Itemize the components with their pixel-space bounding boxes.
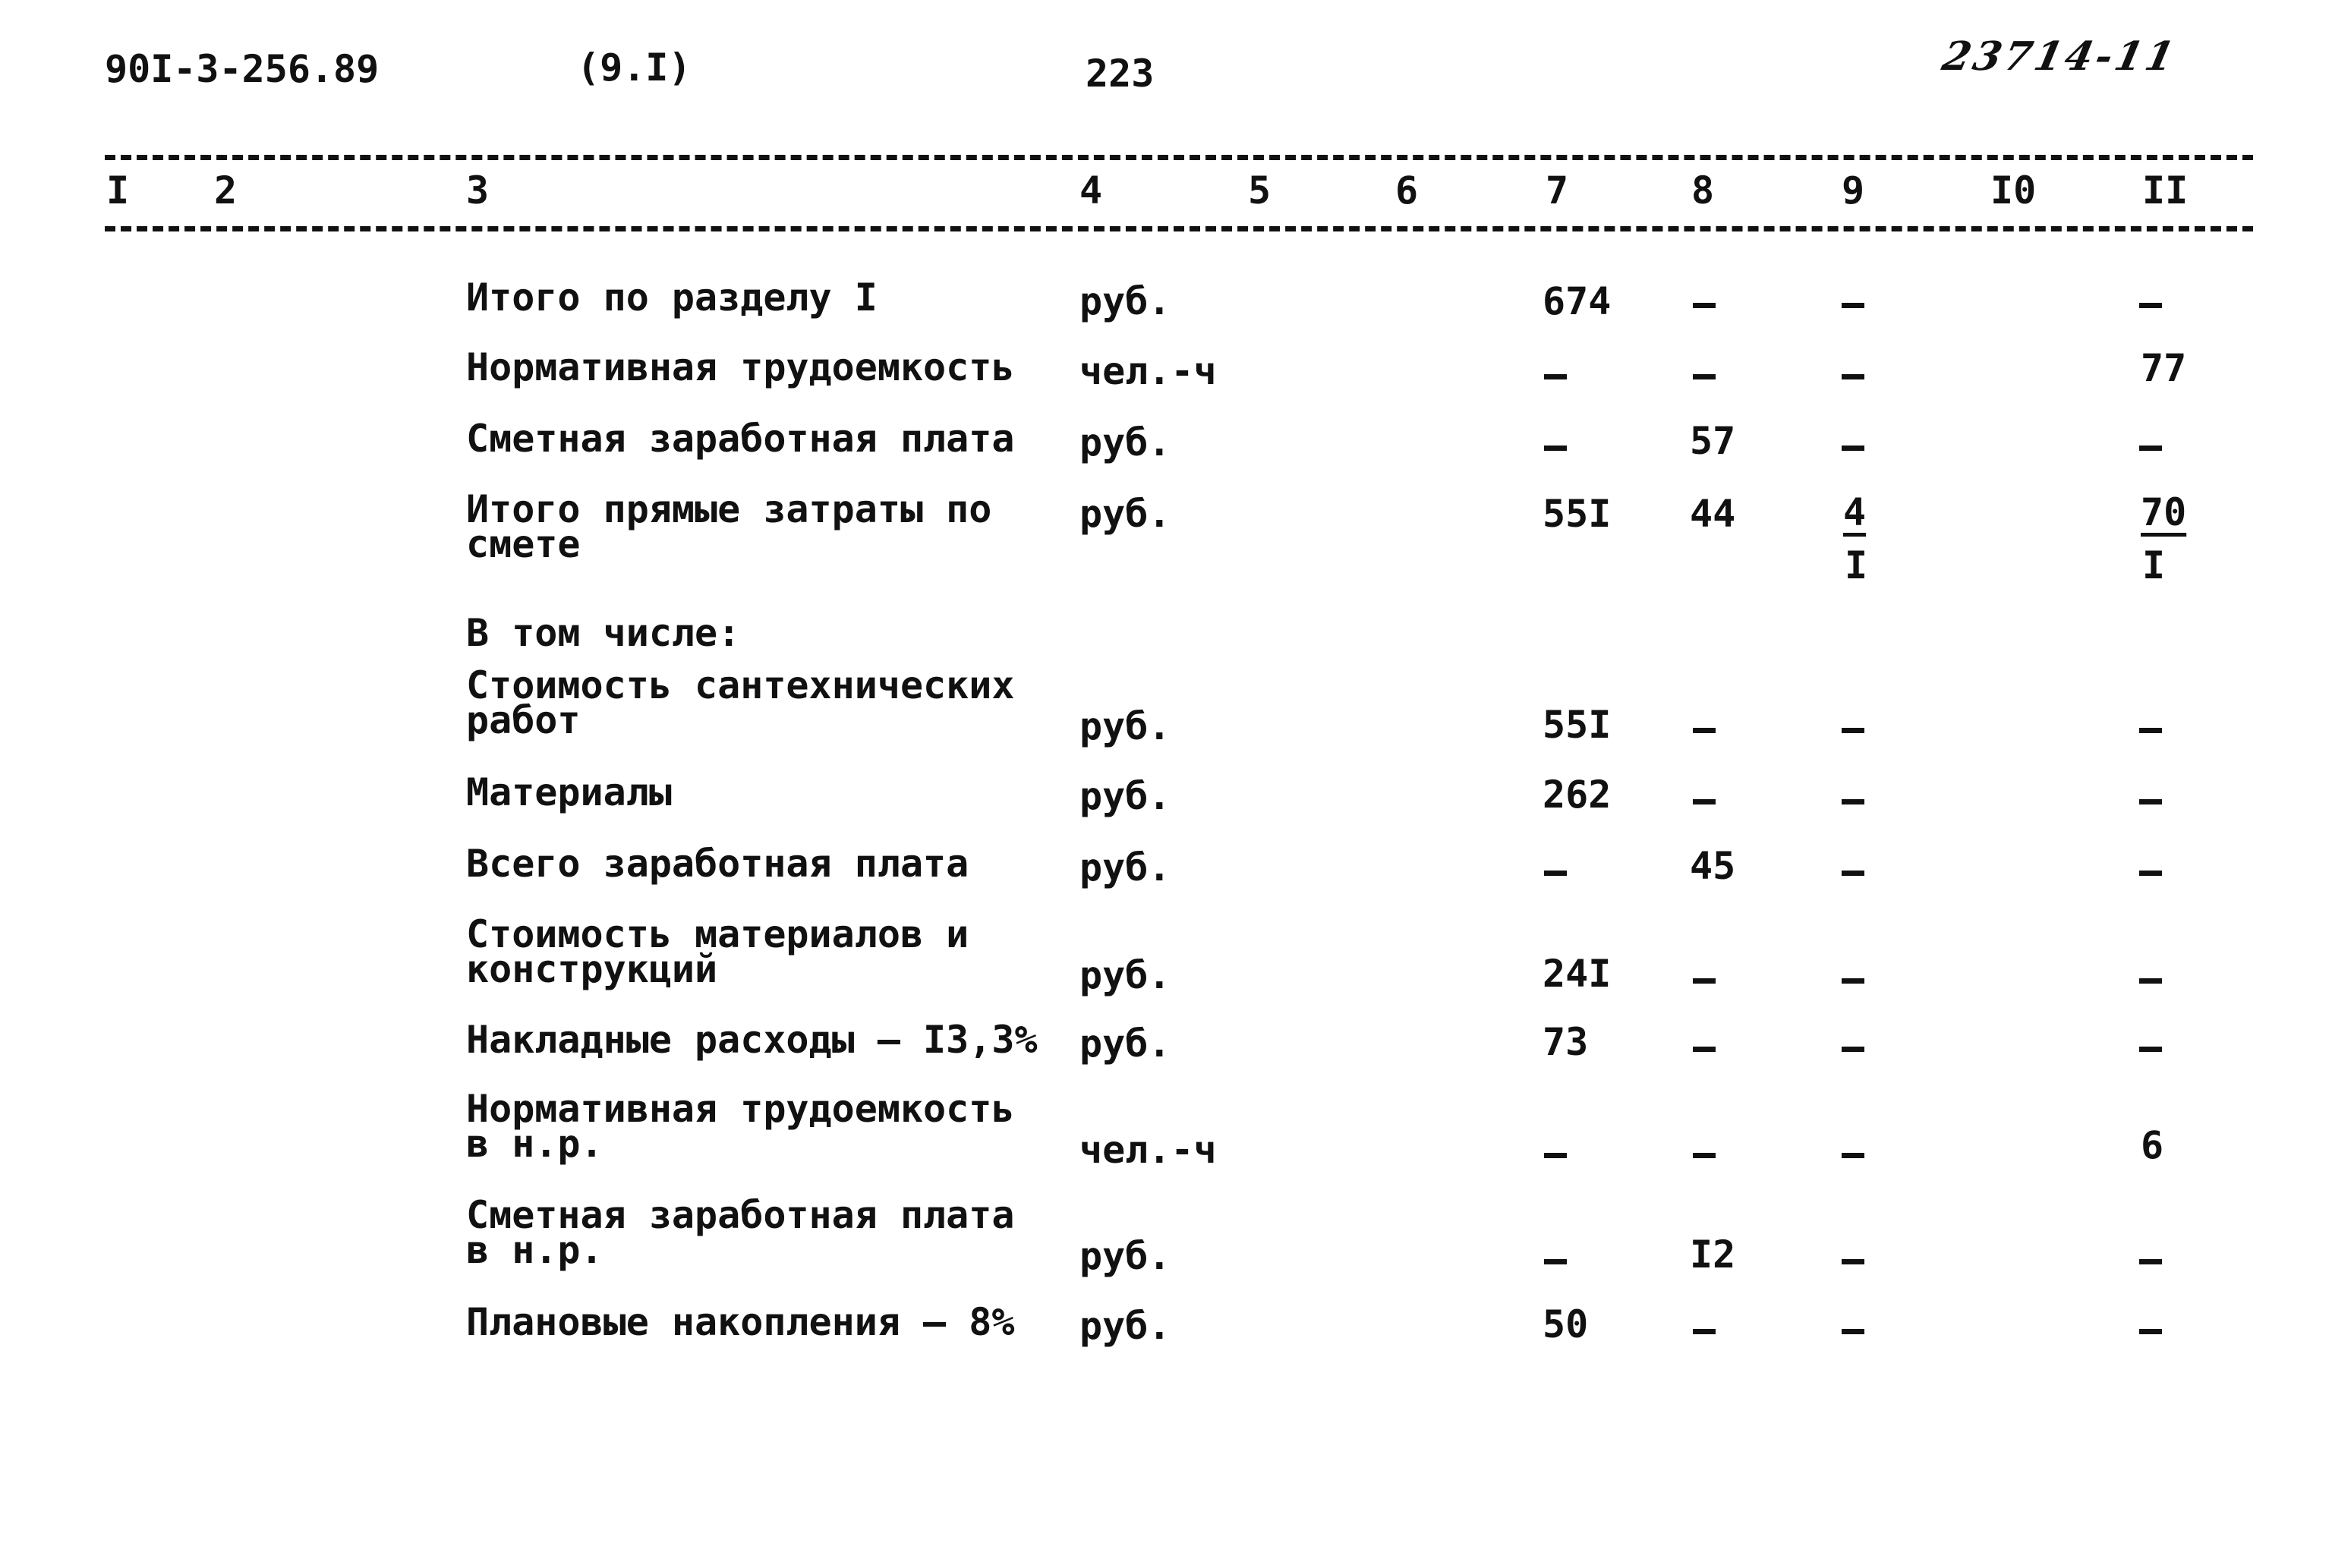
column-header-1: I [106,168,130,213]
dash-mark [1693,799,1716,804]
dash-mark [1693,728,1716,733]
row-label-total-wages: Всего заработная плата [466,842,969,886]
fraction-numerator-col9: 4 [1843,490,1867,534]
document-code: 90I-3-256.89 [105,47,380,91]
dash-mark [1544,374,1567,379]
row-value-col8: 45 [1690,844,1736,888]
column-header-9: 9 [1842,168,1865,213]
row-label-section-total: Итого по разделу I [466,276,878,320]
page-number: 223 [1086,52,1155,96]
dash-mark [1842,728,1864,733]
dash-mark [2139,1047,2162,1052]
row-label-planned-savings: Плановые накопления – 8% [466,1300,1015,1344]
row-unit: руб. [1079,953,1171,997]
row-unit: руб. [1079,774,1171,818]
header-bottom-rule [105,226,2253,231]
row-label-materials: Материалы [466,770,672,814]
row-value-col7: 55I [1543,703,1612,747]
fraction-numerator-col11: 70 [2141,490,2187,534]
dash-mark [1544,1259,1567,1264]
column-header-5: 5 [1248,168,1272,213]
dash-mark [1842,1329,1864,1334]
dash-mark [2139,871,2162,876]
dash-mark [1842,1153,1864,1158]
column-header-8: 8 [1691,168,1715,213]
row-label-materials-structures-cost: Стоимость материалов и конструкций [466,912,969,991]
dash-mark [1842,978,1864,984]
dash-mark [2139,1259,2162,1264]
row-value-col7: 262 [1543,773,1612,817]
row-unit: чел.-ч [1079,349,1217,393]
column-header-6: 6 [1395,168,1419,213]
row-label-overhead: Накладные расходы – I3,3% [466,1018,1038,1062]
row-unit: руб. [1079,420,1171,464]
row-value-col8: 44 [1690,492,1736,536]
row-unit: руб. [1079,279,1171,323]
column-header-4: 4 [1079,168,1103,213]
row-unit: руб. [1079,1022,1171,1066]
column-header-2: 2 [214,168,238,213]
row-unit: руб. [1079,845,1171,889]
row-label-estimated-wages: Сметная заработная плата [466,417,1015,461]
row-label-overhead-estimated-wages: Сметная заработная плата в н.р. [466,1193,1015,1272]
row-label-overhead-labor-intensity: Нормативная трудоемкость в н.р. [466,1087,1015,1166]
row-value-col7: 73 [1543,1020,1589,1064]
row-unit: руб. [1079,1304,1171,1348]
dash-mark [1693,1153,1716,1158]
row-unit: руб. [1079,492,1171,536]
sheet-reference: (9.I) [577,46,692,90]
row-value-col7: 24I [1543,952,1612,996]
row-value-col7: 674 [1543,279,1612,323]
row-value-col7: 50 [1543,1302,1589,1346]
dash-mark [1693,1329,1716,1334]
fraction-denominator-col11: I [2142,543,2166,587]
dash-mark [1544,871,1567,876]
dash-mark [1693,374,1716,379]
dash-mark [2139,799,2162,804]
dash-mark [2139,303,2162,308]
column-header-11: II [2142,168,2189,213]
row-value-col11: 6 [2141,1123,2164,1167]
handwritten-archive-number: 23714-11 [1938,33,2182,80]
dash-mark [1842,799,1864,804]
dash-mark [1544,446,1567,451]
dash-mark [2139,978,2162,984]
header-top-rule [105,155,2253,160]
row-unit: руб. [1079,704,1171,748]
dash-mark [1842,1047,1864,1052]
row-label-labor-intensity: Нормативная трудоемкость [466,345,1015,389]
dash-mark [1842,446,1864,451]
row-label-including: В том числе: [466,611,741,655]
dash-mark [1693,978,1716,984]
column-header-10: I0 [1990,168,2037,213]
row-label-plumbing-works-cost: Стоимость сантехнических работ [466,663,1015,742]
column-header-7: 7 [1546,168,1569,213]
dash-mark [1842,871,1864,876]
dash-mark [1544,1153,1567,1158]
dash-mark [2139,446,2162,451]
dash-mark [1842,1259,1864,1264]
dash-mark [1842,303,1864,308]
column-header-3: 3 [466,168,490,213]
row-value-col8: I2 [1690,1233,1736,1277]
row-value-col8: 57 [1690,419,1736,463]
row-unit: чел.-ч [1079,1128,1217,1172]
row-unit: руб. [1079,1234,1171,1278]
dash-mark [1693,303,1716,308]
row-value-col7: 55I [1543,492,1612,536]
dash-mark [2139,1329,2162,1334]
row-label-direct-costs-total: Итого прямые затраты по смете [466,487,992,566]
fraction-denominator-col9: I [1845,543,1868,587]
dash-mark [1693,1047,1716,1052]
dash-mark [1842,374,1864,379]
row-value-col11: 77 [2141,346,2187,390]
dash-mark [2139,728,2162,733]
